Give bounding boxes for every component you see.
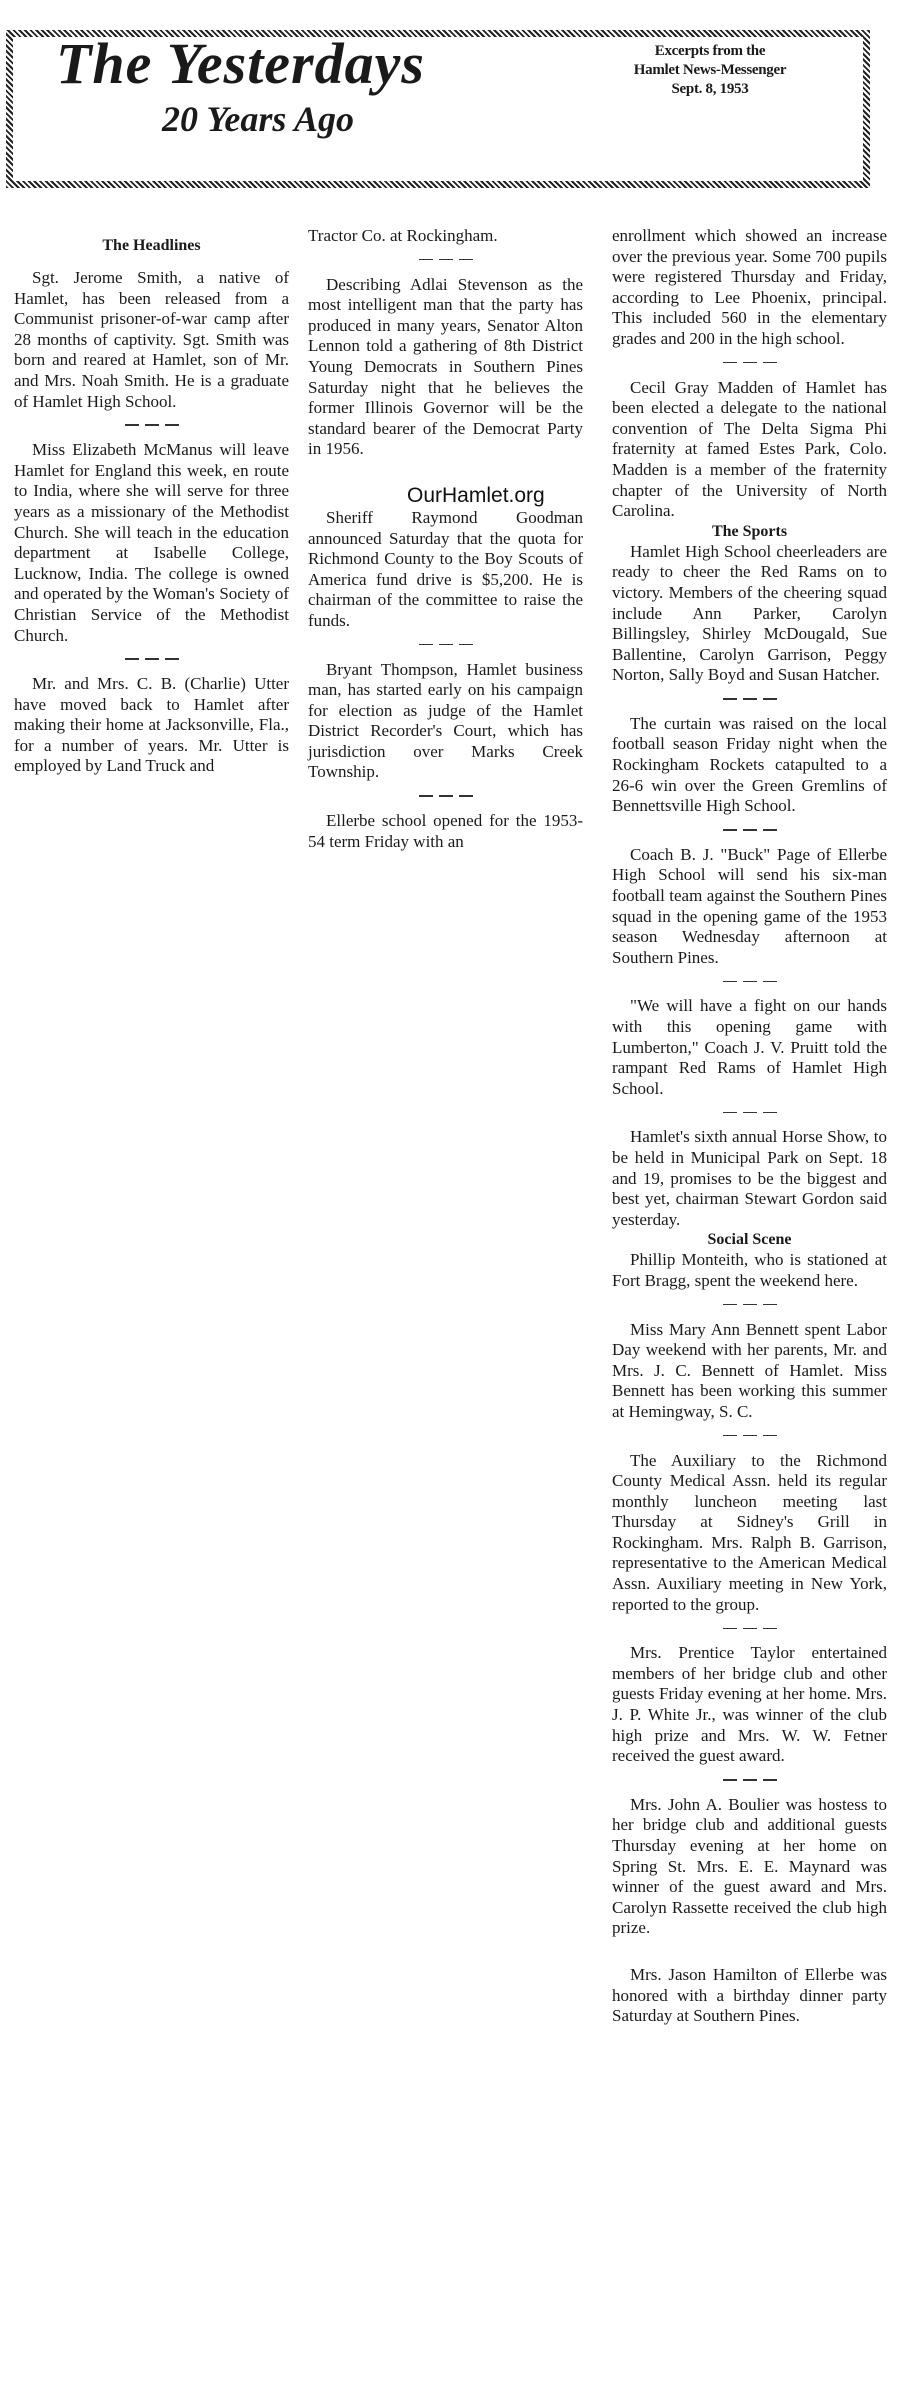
news-item: Hamlet's sixth annual Horse Show, to be held in Municipal Park on Sept. 18 and 19, promises to be the biggest and best yet, chairman Stewart Gordon said yesterday. [612, 1127, 887, 1229]
news-item: Bryant Thompson, Hamlet business man, has started early on his campaign for election as judge of the Hamlet District Recorder's Court, which has jurisdiction over Marks Creek Township. [308, 659, 583, 782]
item-separator [308, 253, 583, 267]
source-publication: Hamlet News-Messenger [633, 62, 787, 78]
news-item: Ellerbe school opened for the 1953-54 term Friday with an [308, 811, 583, 851]
item-separator [612, 1105, 887, 1119]
masthead-source [590, 42, 830, 99]
item-separator [612, 356, 887, 370]
news-item: Miss Elizabeth McManus will leave Hamlet for England this week, en route to India, where she will serve for three years as a missionary of the Methodist Church. She will teach in the education department at Isabelle College, Lucknow, India. The college is owned and operated by the Woman's Society of Christian Service of the Methodist Church. [14, 440, 289, 645]
item-separator [612, 1429, 887, 1443]
item-separator [612, 1773, 887, 1787]
news-item: Tractor Co. at Rockingham. [308, 226, 498, 245]
news-item: Describing Adlai Stevenson as the most intelligent man that the party has produced in many years, Senator Alton Lennon told a gathering of 8th District Young Democrats in Southern Pines Saturday night that he believes the former Illinois Governor will be the standard bearer of the Democrat Party in 1956. [308, 274, 583, 459]
news-item: Coach B. J. "Buck" Page of Ellerbe High School will send his six-man football team against the Southern Pines squad in the opening game of the 1953 season Wednesday afternoon at Southern Pines. [612, 844, 887, 967]
news-item: Miss Mary Ann Bennett spent Labor Day weekend with her parents, Mr. and Mrs. J. C. Bennett of Hamlet. Miss Bennett has been working this summer at Hemingway, S. C. [612, 1319, 887, 1421]
news-item: Mrs. John A. Boulier was hostess to her bridge club and additional guests Thursday evening at her home on Spring St. Mrs. E. E. Maynard was winner of the guest award and Mrs. Carolyn Rassette received the club high prize. [612, 1794, 887, 1938]
news-item: Sgt. Jerome Smith, a native of Hamlet, has been released from a Communist prisoner-of-war camp after 28 months of captivity. Sgt. Smith was born and reared at Hamlet, son of Mr. and Mrs. Noah Smith. He is a graduate of Hamlet High School. [14, 268, 289, 411]
column-1 [14, 236, 289, 777]
section-heading: The Sports [711, 522, 788, 540]
news-item: "We will have a fight on our hands with this opening game with Lumberton," Coach J. V. Pruitt told the rampant Red Rams of Hamlet High School. [612, 996, 887, 1098]
item-separator [612, 974, 887, 988]
source-line: Excerpts from the [654, 43, 766, 59]
news-item: Mrs. Prentice Taylor entertained members of her bridge club and other guests Friday evening at her home. Mrs. J. P. White Jr., was winner of the club high prize and Mrs. W. W. Fetner received the guest award. [612, 1643, 887, 1766]
news-item: Mr. and Mrs. C. B. (Charlie) Utter have moved back to Hamlet after making their home at Jacksonville, Fla., for a number of years. Mr. Utter is employed by Land Truck and [14, 674, 289, 776]
spacer [612, 1939, 887, 1965]
section-heading: The Headlines [102, 237, 201, 254]
item-separator [612, 1298, 887, 1312]
source-date: Sept. 8, 1953 [671, 81, 749, 97]
item-separator [14, 418, 289, 432]
news-item: Sheriff Raymond Goodman announced Saturday that the quota for Richmond County to the Boy Scouts of America fund drive is $5,200. He is chairman of the committee to raise the funds. [308, 507, 583, 630]
watermark: OurHamlet.org [404, 484, 548, 508]
item-separator [308, 638, 583, 652]
item-separator [308, 789, 583, 803]
item-separator [612, 823, 887, 837]
section-heading: Social Scene [707, 1231, 792, 1249]
masthead-subtitle: 20 Years Ago [162, 99, 355, 139]
column-2 [308, 226, 583, 852]
news-item: enrollment which showed an increase over the previous year. Some 700 pupils were registered Thursday and Friday, according to Lee Phoenix, principal. This included 560 in the elementary grades and 200 in the high school. [612, 226, 887, 348]
news-item: Hamlet High School cheerleaders are ready to cheer the Red Rams on to victory. Members of the cheering squad include Ann Parker, Carolyn Billingsley, Shirley McDougald, Sue Ballentine, Carolyn Garrison, Peggy Norton, Sally Boyd and Susan Hatcher. [612, 541, 887, 685]
column-3 [612, 226, 887, 2027]
news-item: The curtain was raised on the local football season Friday night when the Rockingham Rockets catapulted to a 26-6 win over the Green Gremlins of Bennettsville High School. [612, 713, 887, 816]
item-separator [14, 652, 289, 666]
news-item: Phillip Monteith, who is stationed at Fort Bragg, spent the weekend here. [612, 1250, 887, 1290]
news-item: Cecil Gray Madden of Hamlet has been elected a delegate to the national convention of The Delta Sigma Phi fraternity at famed Estes Park, Colo. Madden is a member of the fraternity chapter of the University of North Carolina. [612, 377, 887, 521]
news-item: Mrs. Jason Hamilton of Ellerbe was honored with a birthday dinner party Saturday at Southern Pines. [612, 1964, 887, 2026]
item-separator [612, 1621, 887, 1635]
masthead-title: The Yesterdays [56, 31, 425, 96]
item-separator [612, 692, 887, 706]
news-item: The Auxiliary to the Richmond County Medical Assn. held its regular monthly luncheon meeting last Thursday at Sidney's Grill in Rockingham. Mrs. Ralph B. Garrison, representative to the American Medical Assn. Auxiliary meeting in New York, reported to the group. [612, 1450, 887, 1614]
